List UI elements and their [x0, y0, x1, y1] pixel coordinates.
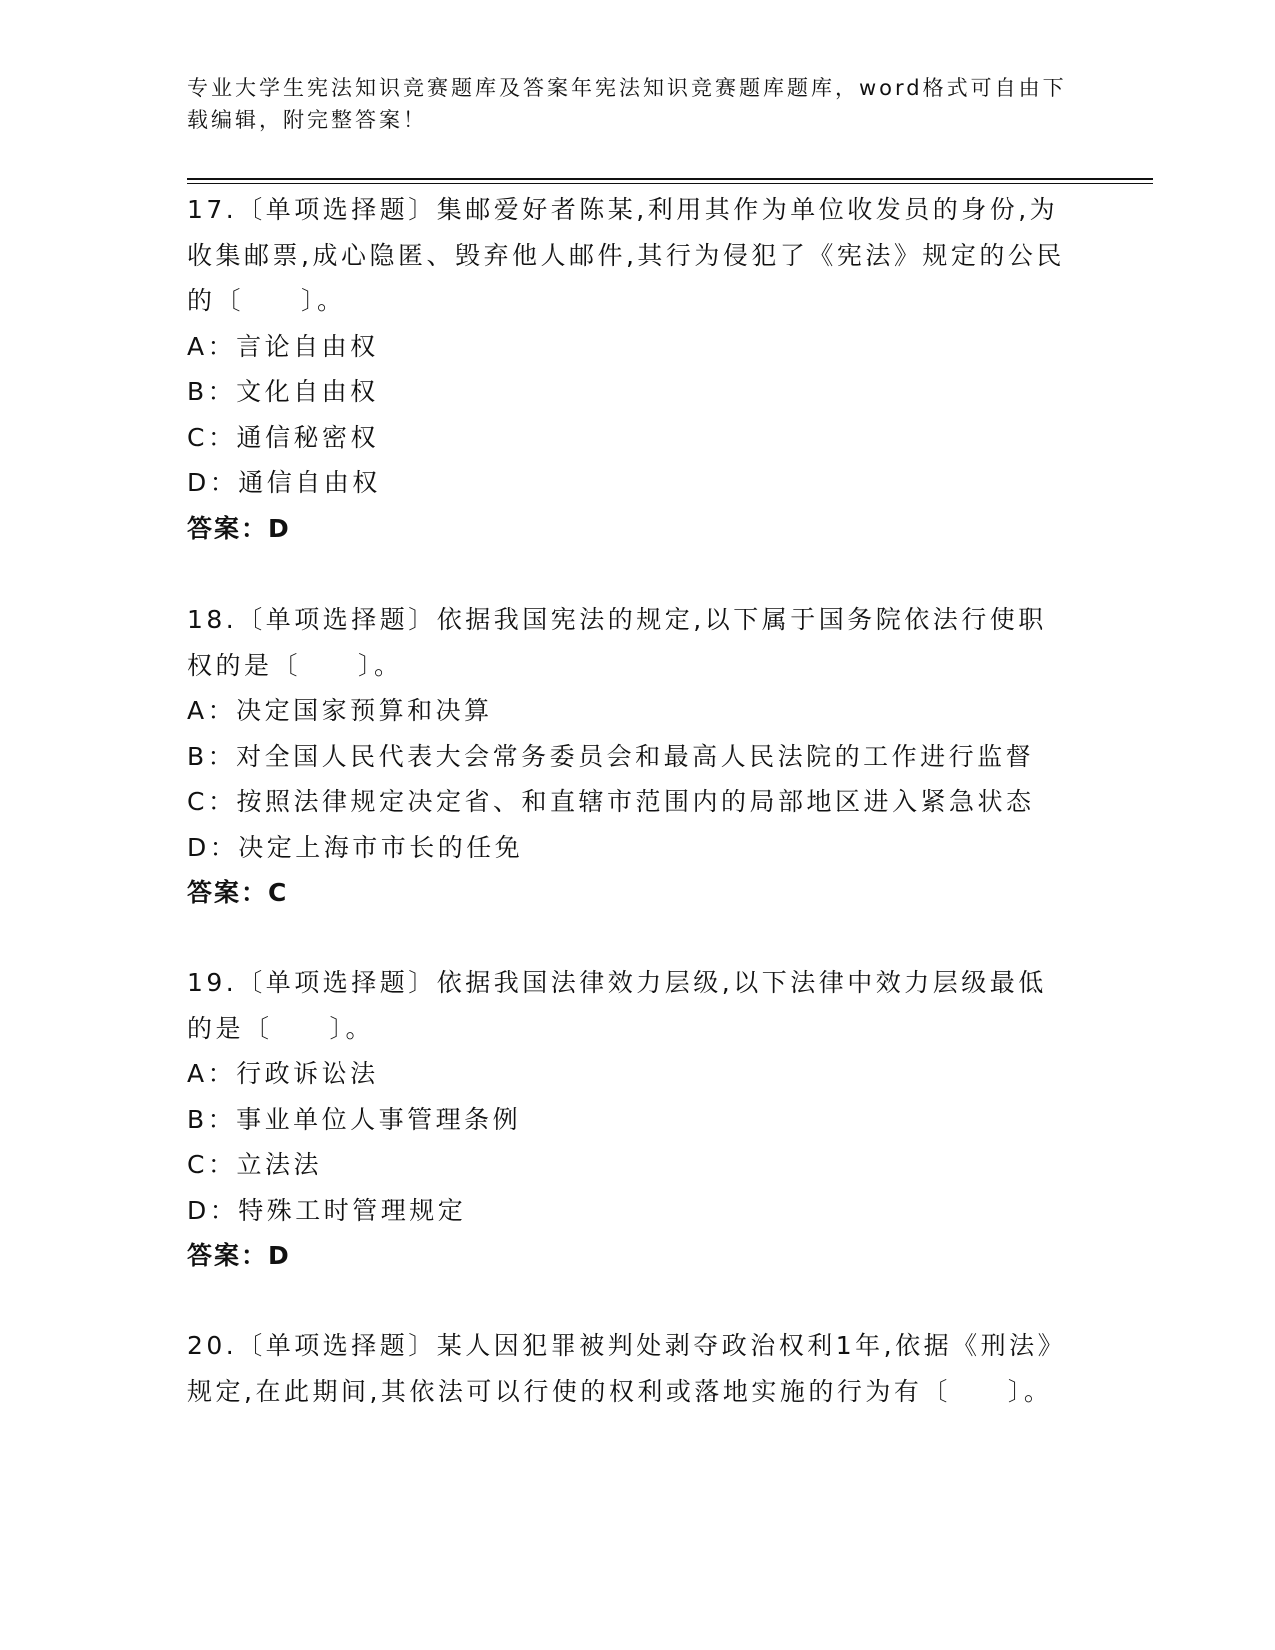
option-d: D：决定上海市市长的任免 — [187, 832, 524, 862]
document-header: 专业大学生宪法知识竞赛题库及答案年宪法知识竞赛题库题库，word格式可自由下载编辑，附完整答案！ — [187, 76, 1067, 132]
option-c: C：按照法律规定决定省、和直辖市范围内的局部地区进入紧急状态 — [187, 787, 1035, 816]
option-a: A：言论自由权 — [187, 331, 379, 361]
question-stem: 18.〔单项选择题〕依据我国宪法的规定,以下属于国务院依法行使职权的是〔 〕。 — [187, 605, 1047, 680]
option-a: A：决定国家预算和决算 — [187, 696, 493, 725]
answer: 答案：D — [187, 513, 291, 543]
question-20 — [187, 1323, 1067, 1414]
option-b: B：事业单位人事管理条例 — [187, 1104, 522, 1134]
answer: 答案：D — [187, 1241, 291, 1270]
answer: 答案：C — [187, 878, 289, 907]
option-a: A：行政诉讼法 — [187, 1059, 379, 1088]
option-d: D：特殊工时管理规定 — [187, 1195, 467, 1225]
question-stem: 20.〔单项选择题〕某人因犯罪被判处剥夺政治权利1年,依据《刑法》规定,在此期间,其依法可以行使的权利或落地实施的行为有〔 〕。 — [187, 1331, 1067, 1406]
option-d: D：通信自由权 — [187, 468, 381, 497]
question-17 — [187, 187, 1067, 551]
header-rule-thin — [187, 183, 1153, 184]
question-18 — [187, 597, 1067, 916]
option-b: B：文化自由权 — [187, 377, 379, 406]
option-c: C：通信秘密权 — [187, 422, 379, 452]
question-stem: 17.〔单项选择题〕集邮爱好者陈某,利用其作为单位收发员的身份,为收集邮票,成心隐匿、毁弃他人邮件,其行为侵犯了《宪法》规定的公民的〔 〕。 — [187, 195, 1065, 315]
question-19 — [187, 960, 1067, 1279]
header-rule-thick — [187, 178, 1153, 180]
option-b: B：对全国人民代表大会常务委员会和最高人民法院的工作进行监督 — [187, 741, 1035, 771]
option-c: C：立法法 — [187, 1150, 322, 1179]
question-stem: 19.〔单项选择题〕依据我国法律效力层级,以下法律中效力层级最低的是〔 〕。 — [187, 968, 1047, 1043]
